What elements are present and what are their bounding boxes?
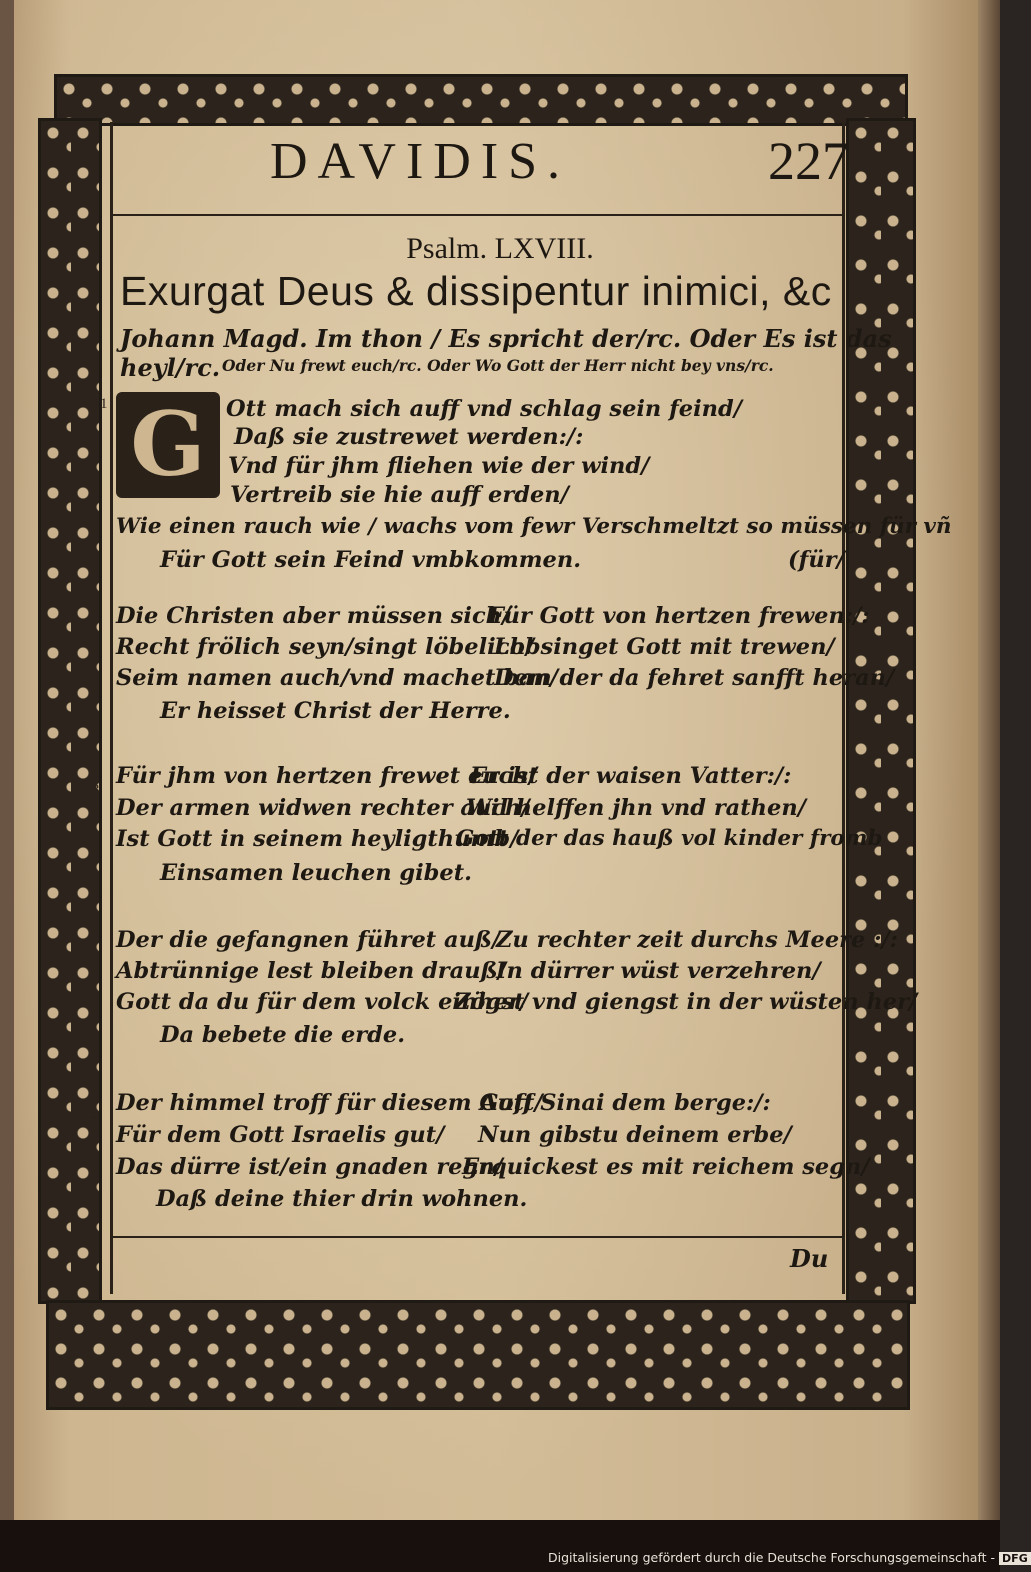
verse-line: Recht frölich seyn/singt löbelich/ (116, 634, 534, 660)
verse-line: Abtrünnige lest bleiben drauß/ (116, 958, 506, 984)
catchword: Du (790, 1244, 829, 1273)
woodcut-border-left (38, 118, 102, 1304)
verse-line: Vnd für jhm fliehen wie der wind/ (228, 453, 650, 479)
verse-line: Er ist der waisen Vatter:/: (470, 763, 792, 789)
frame-rule-right (842, 122, 845, 1294)
verse-line: Vertreib sie hie auff erden/ (230, 482, 569, 508)
verse-line: Gott da du für dem volck einher/ (116, 989, 529, 1015)
credit-text: Digitalisierung gefördert durch die Deutsche Forschungsgemeinschaft - (548, 1550, 996, 1565)
verse-line: Der armen widwen rechter auch/ (116, 795, 530, 821)
verse-line: Die Christen aber müssen sich/ (116, 603, 511, 629)
tune-attribution-2: Oder Nu frewt euch/rc. Oder Wo Gott der Herr nicht bey vns/rc. (222, 356, 774, 375)
verse-line: Seim namen auch/vnd machet ban/ (116, 665, 559, 691)
verse-number: 4 (86, 948, 94, 964)
verse-line: Wie einen rauch wie / wachs vom fewr Verschmeltzt so müssen für vñ (116, 514, 952, 539)
verse-line: Wil helffen jhn vnd rathen/ (466, 795, 806, 821)
verse-line: Daß deine thier drin wohnen. (156, 1186, 528, 1212)
verse-line: Der himmel troff für diesem Gott/ (116, 1090, 543, 1116)
verse-line: Erquickest es mit reichem segn/ (462, 1154, 870, 1180)
verse-line: Ott mach sich auff vnd schlag sein feind/ (226, 396, 742, 422)
verse-number: 3 (92, 782, 100, 798)
woodcut-border-right (846, 118, 916, 1304)
verse-line: Für jhm von hertzen frewet euch/ (116, 763, 537, 789)
page-edge-right (978, 0, 1000, 1520)
digitization-credit (548, 1550, 1028, 1565)
tune-attribution-1: Johann Magd. Im thon / Es spricht der/rc. Oder Es ist das heyl/rc. (120, 324, 892, 382)
verse-line: Dem der da fehret sanfft heran/ (494, 665, 895, 691)
verse-line: Nun gibstu deinem erbe/ (478, 1122, 792, 1148)
verse-line: Daß sie zustrewet werden:/: (234, 424, 584, 450)
verse-line: Der die gefangnen führet auß/ (116, 927, 501, 953)
header-rule (112, 214, 844, 216)
verse-line: Zögst vnd giengst in der wüsten her/ (454, 989, 918, 1015)
verse-line: Gott der das hauß vol kinder fromb (456, 826, 883, 851)
page-number: 227 (768, 131, 849, 191)
facing-page-edge (0, 0, 14, 1520)
dfg-logo: DFG (999, 1552, 1031, 1565)
book-page (12, 0, 980, 1520)
verse-line: Ist Gott in seinem heyligthumb/ (116, 826, 519, 852)
verse-line: Er heisset Christ der Herre. (160, 698, 511, 724)
verse-line: Zu rechter zeit durchs Meere :/: (496, 927, 898, 953)
verse-number: 1 (100, 396, 108, 412)
verse-line: Da bebete die erde. (160, 1022, 406, 1048)
verse-line: In dürrer wüst verzehren/ (496, 958, 821, 984)
decorated-initial: G (116, 392, 220, 498)
verse-line: Für dem Gott Israelis gut/ (116, 1122, 445, 1148)
verse-number: 5 (90, 1106, 98, 1122)
footer-rule (112, 1236, 844, 1238)
woodcut-border-top (54, 74, 908, 126)
psalm-number: Psalm. LXVIII. (406, 232, 594, 265)
woodcut-border-bottom (46, 1300, 910, 1410)
verse-line: Lobsinget Gott mit trewen/ (494, 634, 835, 660)
frame-rule-left (110, 122, 113, 1294)
verse-line: Einsamen leuchen gibet. (160, 860, 472, 886)
verse-line: Auff Sinai dem berge:/: (480, 1090, 771, 1116)
verse-line: (für/ (788, 547, 845, 573)
running-head: DAVIDIS. (270, 133, 571, 190)
verse-line: Für Gott sein Feind vmbkommen. (160, 547, 582, 573)
psalm-incipit: Exurgat Deus & dissipentur inimici, &c (120, 268, 832, 314)
verse-line: Das dürre ist/ein gnaden regn/ (116, 1154, 503, 1180)
verse-line: Für Gott von hertzen frewen:/: (488, 603, 870, 629)
verse-number: 2 (88, 622, 96, 638)
